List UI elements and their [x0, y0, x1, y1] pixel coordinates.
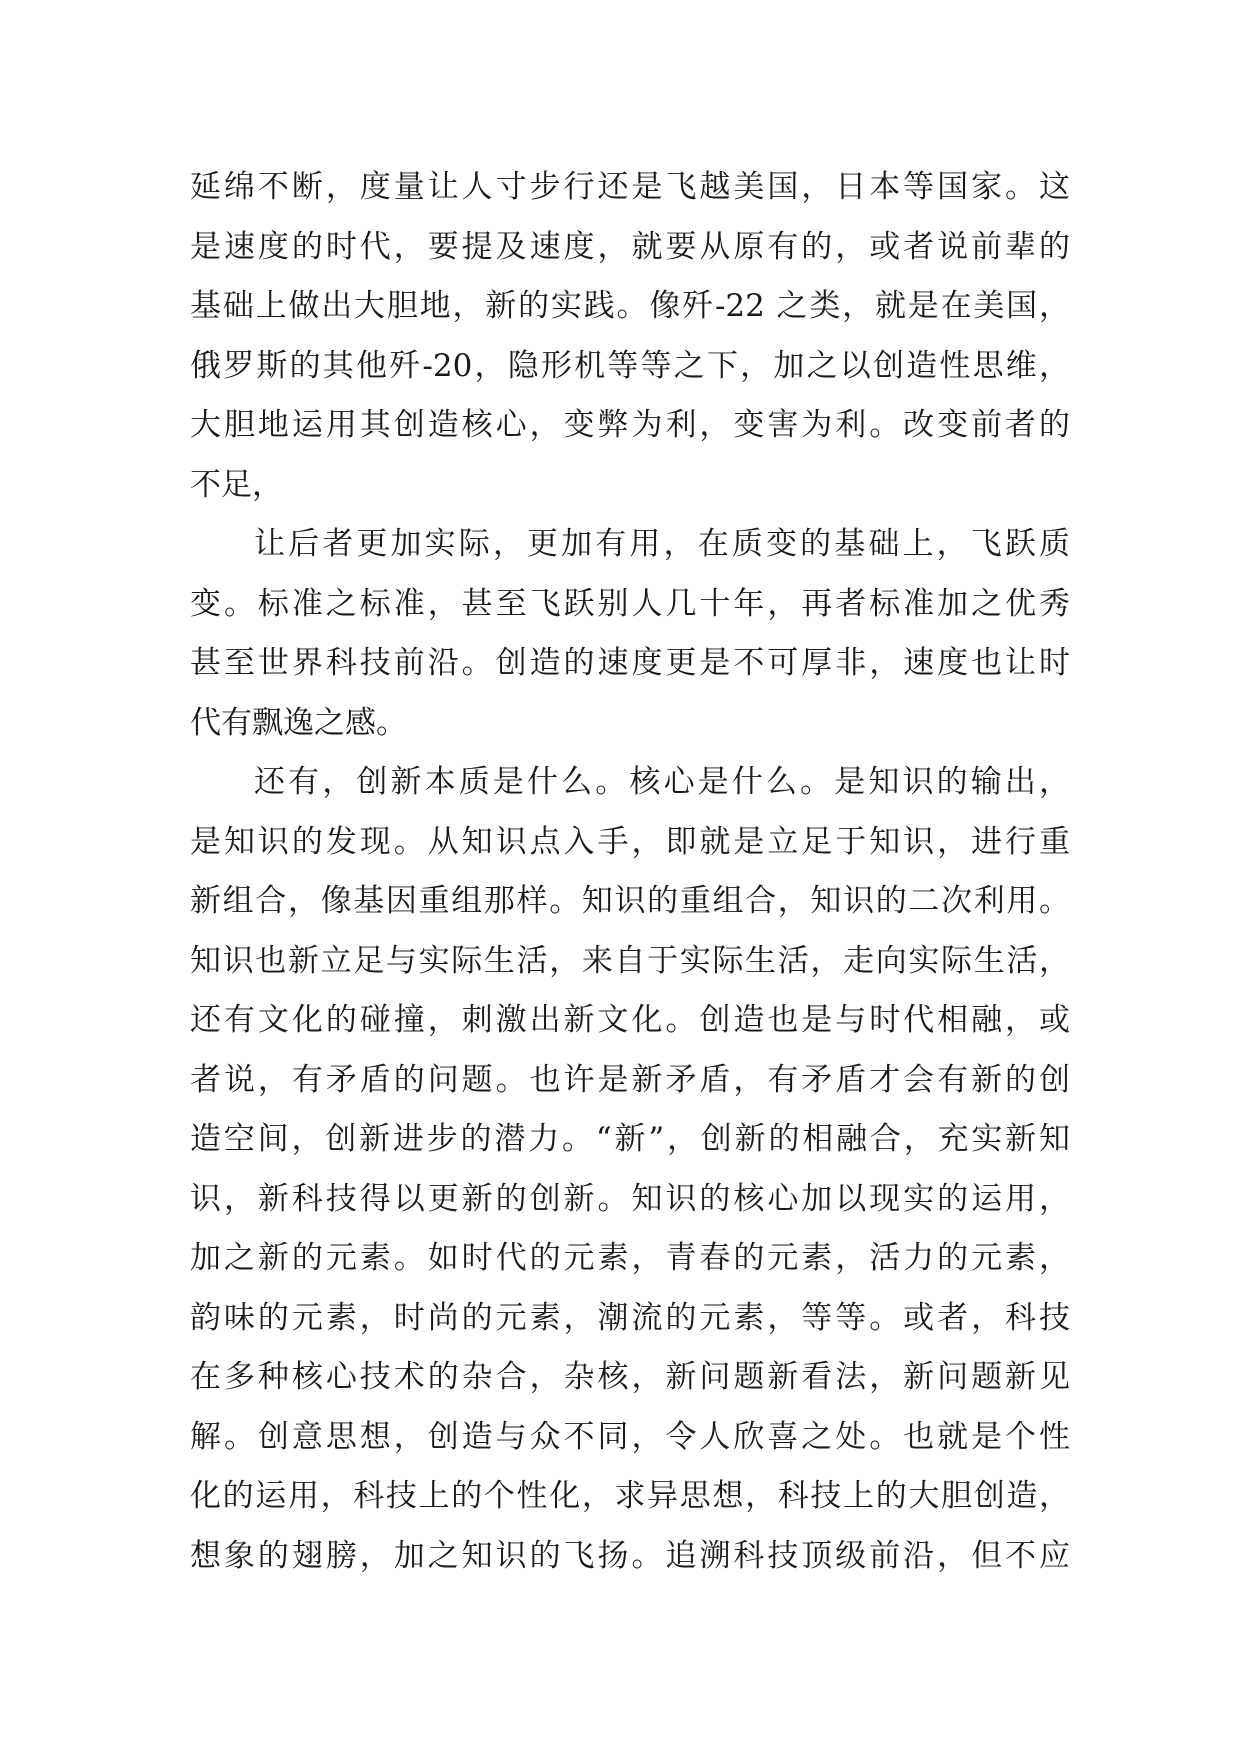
text-line: 加之新的元素。如时代的元素，青春的元素，活力的元素，	[190, 1240, 1070, 1276]
text-line: 解。创意思想，创造与众不同，令人欣喜之处。也就是个性	[190, 1418, 1070, 1455]
paragraph-first-line: 还有，创新本质是什么。核心是什么。是知识的输出，	[254, 764, 1070, 800]
text-line: 甚至世界科技前沿。创造的速度更是不可厚非，速度也让时	[190, 645, 1070, 681]
text-line: 识，新科技得以更新的创新。知识的核心加以现实的运用，	[190, 1180, 1070, 1217]
text-line: 者说，有矛盾的问题。也许是新矛盾，有矛盾才会有新的创	[190, 1061, 1070, 1098]
text-line: 知识也新立足与实际生活，来自于实际生活，走向实际生活，	[190, 942, 1070, 979]
text-line: 俄罗斯的其他歼-20，隐形机等等之下，加之以创造性思维，	[190, 347, 1070, 384]
text-line: 化的运用，科技上的个性化，求异思想，科技上的大胆创造，	[190, 1478, 1070, 1514]
paragraph-first-line: 让后者更加实际，更加有用，在质变的基础上，飞跃质	[254, 526, 1070, 562]
text-line: 基础上做出大胆地，新的实践。像歼-22 之类，就是在美国，	[190, 288, 1070, 324]
text-line: 代有飘逸之感。	[190, 704, 407, 741]
text-line: 还有文化的碰撞，刺激出新文化。创造也是与时代相融，或	[190, 1002, 1070, 1038]
text-line: 是速度的时代，要提及速度，就要从原有的，或者说前辈的	[190, 228, 1070, 265]
text-line: 是知识的发现。从知识点入手，即就是立足于知识，进行重	[190, 823, 1070, 860]
text-line: 想象的翅膀，加之知识的飞扬。追溯科技顶级前沿，但不应	[190, 1537, 1070, 1574]
text-line: 大胆地运用其创造核心，变弊为利，变害为利。改变前者的	[190, 407, 1070, 443]
text-line: 韵味的元素，时尚的元素，潮流的元素，等等。或者，科技	[190, 1299, 1070, 1336]
text-line: 造空间，创新进步的潜力。“新”，创新的相融合，充实新知	[190, 1121, 1070, 1157]
text-line: 延绵不断，度量让人寸步行还是飞越美国，日本等国家。这	[190, 169, 1070, 205]
body-text	[190, 158, 1070, 1586]
text-line: 不足，	[190, 466, 283, 503]
text-line: 新组合，像基因重组那样。知识的重组合，知识的二次利用。	[190, 883, 1070, 919]
text-line: 变。标准之标准，甚至飞跃别人几十年，再者标准加之优秀	[190, 585, 1070, 622]
text-line: 在多种核心技术的杂合，杂核，新问题新看法，新问题新见	[190, 1359, 1070, 1395]
